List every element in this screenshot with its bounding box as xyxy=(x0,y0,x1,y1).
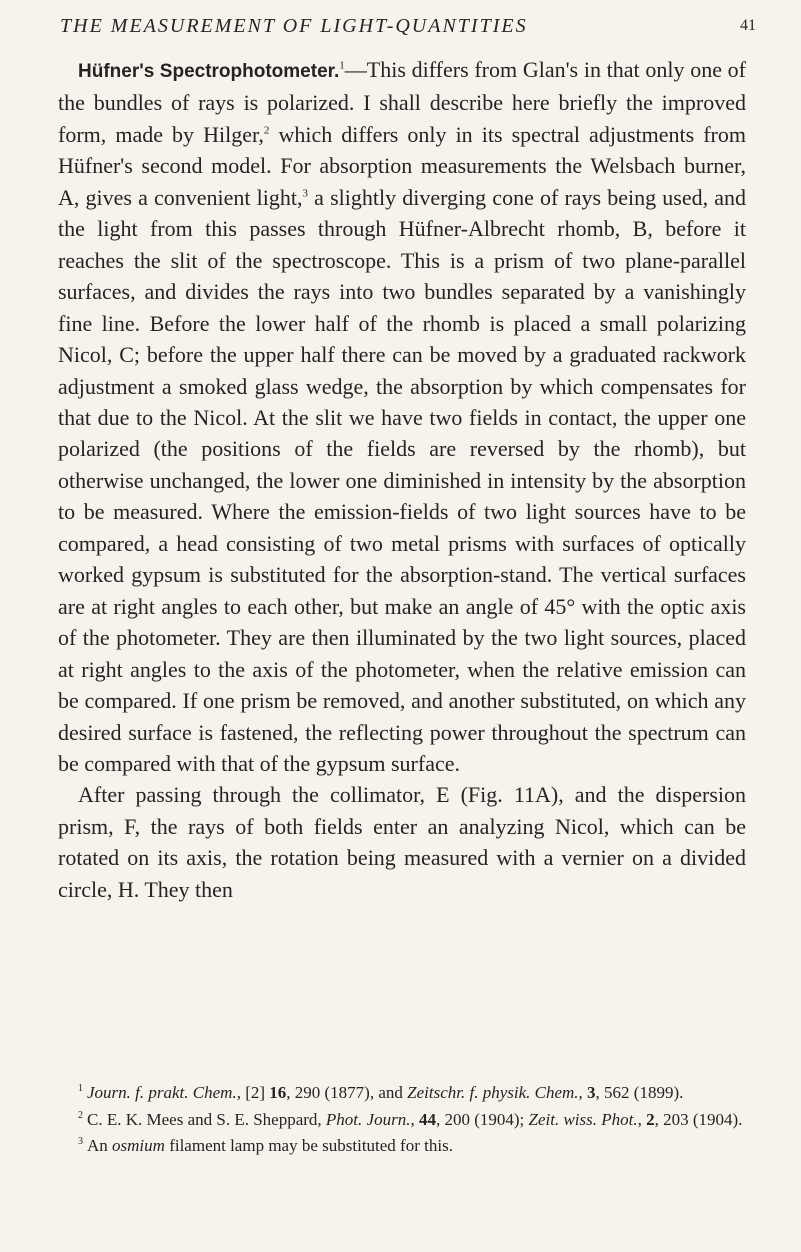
footnote-text: filament lamp may be substituted for this. xyxy=(164,1136,453,1155)
running-title: THE MEASUREMENT OF LIGHT-QUANTITIES xyxy=(60,15,528,37)
footnote-ref-2: 2 xyxy=(263,124,270,137)
footnote-text: 3 xyxy=(587,1083,596,1102)
paragraph-1-text-c: a slightly diverging cone of rays being used, and the light from this passes through Hüfner-Albrecht rhomb, B, before it reaches the slit of the spectroscope. This is a prism of two plane-parallel surfaces, and divides the rays into two bundles separated by a vanishingly fine line. Before the lower half of the rhomb is placed a small polarizing Nicol, C; before the upper half there can be moved by a graduated rackwork adjustment a smoked glass wedge, the absorption by which compensates for that due to the Nicol. At the slit we have two fields in contact, the upper one polarized (the positions of the fields are reversed by the rhomb), but otherwise unchanged, the lower one diminished in intensity by the absorption to be measured. Where the emission-fields of two light sources have to be compared, a head consisting of two metal prisms with surfaces of optically worked gypsum is substituted for the absorption-stand. The vertical surfaces are at right angles to each other, but make an angle of 45° with the optic axis of the photometer. They are then illuminated by the two light sources, placed at right angles to the axis of the photometer, when the relative emission can be compared. If one prism be removed, and another substituted, on which any desired surface is fastened, the reflecting power throughout the spectrum can be compared with that of the gypsum surface. xyxy=(58,184,746,776)
footnote-text: 16 xyxy=(269,1083,287,1102)
footnote-mark: 3 xyxy=(78,1136,83,1148)
footnote-text: , 562 (1899). xyxy=(595,1083,684,1102)
footnote-text: Phot. Journ. xyxy=(325,1109,411,1129)
footnote-text: , [2] xyxy=(236,1083,270,1102)
footnote-3 xyxy=(58,1133,746,1160)
footnote-text: , xyxy=(637,1109,647,1129)
footnote-text: 44 xyxy=(418,1109,436,1129)
footnote-text: , 200 (1904); xyxy=(435,1109,529,1129)
footnote-text: Journ. f. prakt. Chem. xyxy=(87,1083,237,1102)
footnotes xyxy=(58,1080,746,1160)
paragraph-2: After passing through the collimator, E (Fig. 11A), and the dispersion prism, F, the rays of both fields enter an analyzing Nicol, which can be rotated on its axis, the rotation being measured with a vernier on a divided circle, H. They then xyxy=(58,782,746,902)
page-number: 41 xyxy=(740,17,756,34)
footnote-text: C. E. K. Mees and S. E. Sheppard, xyxy=(87,1109,326,1129)
footnote-mark: 2 xyxy=(78,1109,83,1121)
footnote-text: An xyxy=(87,1136,113,1155)
footnote-text: , xyxy=(410,1109,419,1129)
footnote-text: osmium xyxy=(112,1136,165,1155)
footnote-text: Zeitschr. f. physik. Chem. xyxy=(407,1083,579,1102)
footnote-text: Zeit. wiss. Phot. xyxy=(528,1109,638,1129)
footnote-text: 2 xyxy=(646,1109,655,1129)
footnote-ref-1: 1 xyxy=(339,59,345,72)
paragraph-1-text-b: which differs only in its spectral adjustments from Hüfner's second model. For absorption measurements the Welsbach burner, A, gives a convenient light, xyxy=(58,121,746,210)
body-text xyxy=(58,54,746,905)
footnote-mark: 1 xyxy=(78,1083,83,1095)
footnote-ref-3: 3 xyxy=(302,187,309,200)
paragraph-1 xyxy=(58,54,746,779)
footnote-2 xyxy=(58,1107,746,1134)
section-heading: Hüfner's Spectrophotometer. xyxy=(78,61,340,82)
footnote-1 xyxy=(58,1080,746,1107)
footnote-text: , xyxy=(578,1083,588,1102)
paragraph-1-text-a: —This differs from Glan's in that only one of the bundles of rays is polarized. I shall describe here briefly the improved form, made by Hilger, xyxy=(58,57,746,147)
footnote-text: , 203 (1904). xyxy=(654,1109,743,1129)
footnote-text: , 290 (1877), and xyxy=(286,1083,408,1102)
